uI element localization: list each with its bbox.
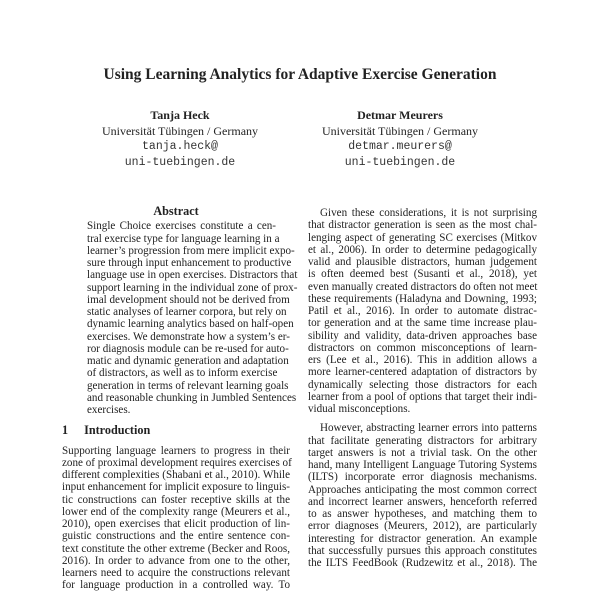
text-line: vidual misconceptions. bbox=[308, 403, 411, 415]
intro-body bbox=[62, 445, 290, 592]
text-line: Given these considerations, it is not surprising bbox=[320, 207, 537, 219]
text-line: of distractors, as well as to inform exercise bbox=[87, 367, 278, 380]
text-line: (ILTS) incorporate error diagnosis mechanisms. bbox=[308, 471, 537, 484]
text-line: more learner-centered adaptation of distractors by bbox=[308, 366, 537, 379]
text-line: error diagnoses (Meurers, 2012), are particularly bbox=[308, 520, 537, 533]
text-line: even manually created distractors do often not meet bbox=[308, 280, 538, 293]
text-line: that successfully pursues this approach constitutes bbox=[308, 544, 537, 557]
text-line: distractors on common misconceptions of learn- bbox=[308, 341, 537, 354]
text-line: learners need to acquire the constructions relevant bbox=[62, 567, 290, 579]
text-line: However, abstracting learner errors into patterns bbox=[320, 422, 537, 435]
text-line: tral exercise type for language learning in a bbox=[87, 232, 280, 245]
right-column bbox=[308, 207, 537, 569]
author-email: uni-tuebingen.de bbox=[124, 156, 236, 169]
text-line: sure through input enhancement to productive bbox=[87, 257, 292, 269]
text-line: the ILTS FeedBook (Rudzewitz et al., 2018). The bbox=[308, 557, 537, 569]
text-line: Single Choice exercises constitute a cen- bbox=[87, 220, 276, 233]
author-block bbox=[290, 107, 510, 171]
text-line: and incorrect learner answers, henceforth referred bbox=[308, 495, 537, 508]
text-line: valid and plausible distractors, human judgement bbox=[308, 256, 537, 268]
author-affiliation: Universität Tübingen / Germany bbox=[321, 124, 479, 138]
text-line: learner’s progression from mere implicit expo- bbox=[87, 244, 295, 257]
text-line: ror diagnosis module can be re-used for auto- bbox=[87, 342, 289, 355]
text-line: Patil et al., 2016). In order to automate distrac- bbox=[308, 305, 537, 317]
text-line: tor generation and at the same time increase plau- bbox=[308, 317, 537, 330]
text-line: language use in open exercises. Distractors that bbox=[87, 269, 298, 282]
text-line: static analyses of learner corpora, but rely on bbox=[87, 306, 287, 318]
text-line: 2016). In order to advance from one to the other, bbox=[62, 554, 290, 567]
text-line: matic and dynamic generation and adaptation bbox=[87, 355, 289, 367]
text-line: exercises. We demonstrate how a system’s er- bbox=[87, 330, 290, 343]
text-line: is often deemed best (Susanti et al., 2018), yet bbox=[308, 268, 537, 281]
text-line: imal development should not be derived from bbox=[87, 293, 290, 306]
text-line: interesting for distractor generation. An example bbox=[308, 532, 537, 545]
text-line: et al., 2006). In order to determine pedagogically bbox=[308, 243, 537, 256]
author-email: detmar.meurers@ bbox=[348, 140, 452, 153]
text-line: tic constructions can foster receptive skills at the bbox=[62, 493, 290, 506]
text-line: that facilitate generating distractors for arbitrary bbox=[308, 434, 537, 447]
text-line: learner from a pool of options that target their indi- bbox=[308, 390, 537, 403]
text-line: zone of proximal development requires exercises of bbox=[62, 456, 292, 469]
text-line: target answers is not a trivial task. On the other bbox=[308, 446, 537, 459]
paper-title: Using Learning Analytics for Adaptive Exercise Generation bbox=[103, 66, 497, 83]
text-line: and reasonable chunking in Jumbled Sentences bbox=[87, 391, 297, 404]
author-name: Tanja Heck bbox=[150, 108, 210, 122]
author-name: Detmar Meurers bbox=[357, 108, 443, 122]
text-line: input enhancement for implicit exposure to linguis- bbox=[62, 481, 290, 494]
text-line: exercises. bbox=[87, 404, 131, 416]
author-email: uni-tuebingen.de bbox=[344, 156, 456, 169]
text-line: 2010), open exercises that elicit production of lin- bbox=[62, 518, 290, 530]
text-line: lower end of the complexity range (Meurers et al., bbox=[62, 505, 290, 518]
text-line: sibility and validity, data-driven approaches base bbox=[308, 329, 537, 342]
text-line: hand, many Intelligent Language Tutoring Systems bbox=[308, 459, 537, 471]
section-title: Introduction bbox=[84, 423, 151, 438]
text-line: Supporting language learners to progress in their bbox=[62, 444, 290, 457]
text-line: to as answer hypotheses, and matching them to bbox=[308, 508, 537, 520]
text-line: these requirements (Haladyna and Downing, 1993; bbox=[308, 292, 537, 305]
text-line: different complexities (Shabani et al., 2010). While bbox=[62, 469, 290, 481]
text-line: ers (Lee et al., 2016). This in addition allows a bbox=[308, 354, 537, 366]
left-column bbox=[62, 204, 298, 592]
text-line: dynamically selecting those distractors for each bbox=[308, 378, 537, 391]
author-email: tanja.heck@ bbox=[142, 140, 218, 153]
text-line: text constitute the other extreme (Becker and Roos, bbox=[62, 542, 290, 555]
text-line: guistic constructions and the entire sentence con- bbox=[62, 530, 290, 543]
text-line: for language production in a controlled way. To bbox=[62, 579, 290, 592]
author-affiliation: Universität Tübingen / Germany bbox=[101, 124, 259, 138]
text-line: Approaches anticipating the most common correct bbox=[308, 483, 537, 496]
text-line: generation in terms of relevant learning goals bbox=[87, 379, 289, 392]
text-line: lenging aspect of generating SC exercises (Mitkov bbox=[308, 231, 537, 244]
abstract-heading: Abstract bbox=[153, 204, 199, 218]
text-line: support learning in the individual zone of prox- bbox=[87, 281, 298, 294]
paragraph bbox=[308, 422, 537, 569]
paragraph bbox=[308, 207, 537, 415]
text-line: that distractor generation is seen as the most chal- bbox=[308, 219, 537, 232]
author-block bbox=[70, 107, 290, 171]
section-heading bbox=[62, 424, 290, 436]
abstract-body bbox=[87, 220, 298, 416]
text-line: dynamic learning analytics based on half-open bbox=[87, 318, 294, 331]
section-number: 1 bbox=[62, 423, 69, 438]
